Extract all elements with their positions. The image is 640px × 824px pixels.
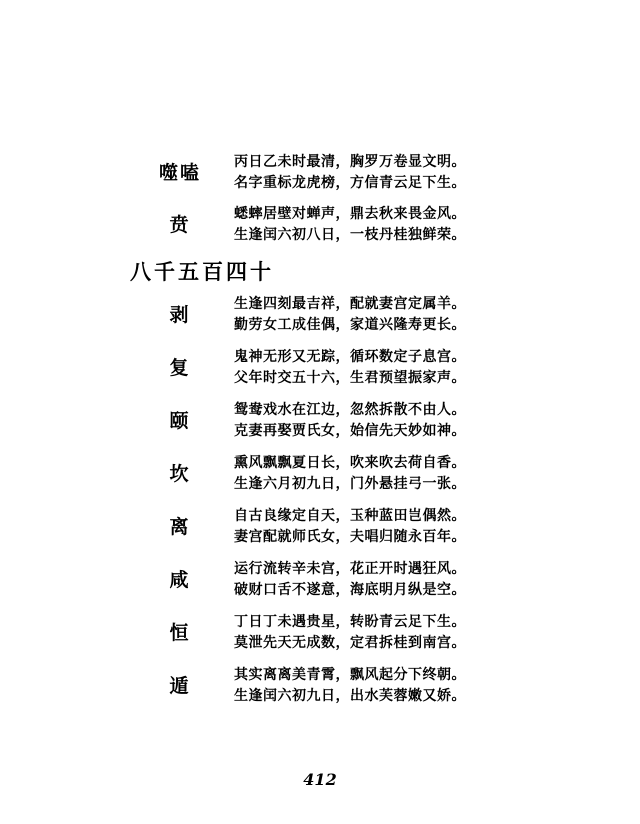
verse-line: 生逢六月初九日，门外悬挂弓一张。 — [234, 476, 466, 492]
verse-line: 自古良缘定自天，玉种蓝田岂偶然。 — [234, 508, 466, 524]
hexagram-entry — [0, 204, 640, 246]
hexagram-name: 离 — [169, 516, 191, 538]
hexagram-name: 颐 — [169, 410, 191, 432]
verse-line: 其实离离美青霄，飘风起分下终朝。 — [234, 667, 466, 683]
hexagram-entry — [0, 665, 640, 707]
section-number-heading: 八千五百四十 — [130, 259, 274, 284]
hexagram-name: 复 — [169, 357, 191, 379]
page-number: 412 — [303, 770, 337, 789]
verse-line: 鸳鸯戏水在江边，忽然拆散不由人。 — [234, 402, 466, 418]
hexagram-entry — [0, 347, 640, 389]
hexagram-name: 贲 — [169, 214, 191, 236]
hexagram-entry — [0, 506, 640, 548]
verse-line: 父年时交五十六，生君预望振家声。 — [234, 370, 466, 386]
verse-line: 蟋蟀居壁对蝉声，鼎去秋来畏金风。 — [234, 206, 466, 222]
hexagram-entry — [0, 559, 640, 601]
verse-line: 名字重标龙虎榜，方信青云足下生。 — [234, 175, 466, 191]
verse-line: 生逢四刻最吉祥，配就妻宫定属羊。 — [234, 296, 466, 312]
hexagram-entry — [0, 400, 640, 442]
verse-line: 丙日乙未时最清，胸罗万卷显文明。 — [234, 154, 466, 170]
hexagram-entry — [0, 294, 640, 336]
verse-line: 妻宫配就师氏女，夫唱归随永百年。 — [234, 529, 466, 545]
hexagram-entry — [0, 612, 640, 654]
verse-line: 熏风飘飘夏日长，吹来吹去荷自香。 — [234, 455, 466, 471]
hexagram-entry — [0, 152, 640, 194]
verse-line: 生逢闰六初八日，一枝丹桂独鲜荣。 — [234, 227, 466, 243]
verse-line: 生逢闰六初九日，出水芙蓉嫩又娇。 — [234, 688, 466, 704]
hexagram-name: 坎 — [169, 463, 191, 485]
verse-line: 勤劳女工成佳偶，家道兴隆寿更长。 — [234, 317, 466, 333]
verse-line: 破财口舌不遂意，海底明月纵是空。 — [234, 582, 466, 598]
verse-line: 鬼神无形又无踪，循环数定子息宫。 — [234, 349, 466, 365]
verse-line: 莫泄先天无成数，定君拆桂到南宫。 — [234, 635, 466, 651]
verse-line: 丁日丁未遇贵星，转盼青云足下生。 — [234, 614, 466, 630]
hexagram-name: 遁 — [169, 675, 191, 697]
hexagram-name: 剥 — [169, 304, 191, 326]
hexagram-entry — [0, 453, 640, 495]
hexagram-name: 噬嗑 — [158, 162, 201, 184]
verse-line: 运行流转辛未宫，花正开时遇狂风。 — [234, 561, 466, 577]
hexagram-name: 恒 — [169, 622, 191, 644]
hexagram-name: 咸 — [169, 569, 191, 591]
verse-line: 克妻再娶贾氏女，始信先天妙如神。 — [234, 423, 466, 439]
